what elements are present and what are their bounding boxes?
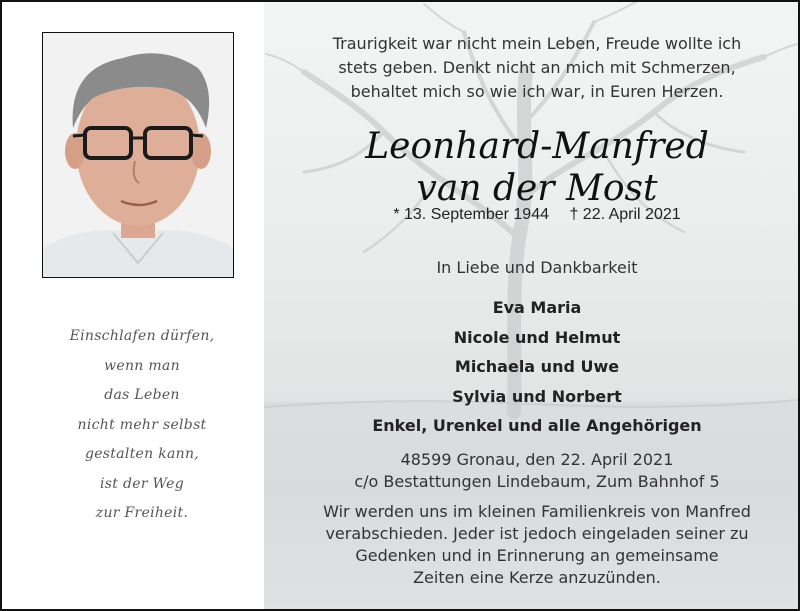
mourner-name: Michaela und Uwe [454, 357, 620, 376]
opening-quote [302, 32, 772, 104]
mourners-list [302, 293, 772, 441]
death-date: † 22. April 2021 [569, 206, 681, 223]
name-line-last: van der Most [416, 168, 658, 209]
quote-line: stets geben. Denkt nicht an mich mit Schmerzen, [338, 58, 736, 77]
closing-line: verabschieden. Jeder ist jedoch eingeladen seiner zu [325, 524, 749, 543]
closing-line: Wir werden uns im kleinen Familienkreis von Manfred [323, 502, 751, 521]
mourner-name: Eva Maria [492, 298, 582, 317]
birth-date: * 13. September 1944 [393, 206, 549, 223]
portrait-photo [42, 32, 234, 278]
mourner-name: Nicole und Helmut [453, 327, 621, 347]
mourner-name: Enkel, Urenkel und alle Angehörigen [372, 416, 702, 435]
dedication-line: In Liebe und Dankbarkeit [436, 258, 638, 277]
closing-text [302, 501, 772, 589]
place-and-address [302, 449, 772, 493]
poem-line: gestalten kann, [84, 446, 200, 462]
poem-line: Einschlafen dürfen, [69, 328, 215, 344]
mourner-name: Sylvia und Norbert [452, 386, 622, 406]
poem-line: wenn man [104, 357, 180, 374]
left-column [2, 2, 264, 609]
poem-line: nicht mehr selbst [77, 416, 207, 433]
poem-line: das Leben [104, 387, 180, 403]
name-line-first: Leonhard-Manfred [365, 126, 709, 167]
closing-line: Gedenken und in Erinnerung an gemeinsame [355, 546, 719, 565]
life-dates [302, 206, 772, 224]
poem-line: zur Freiheit. [95, 505, 189, 521]
closing-line: Zeiten eine Kerze anzuzünden. [413, 568, 661, 587]
quote-line: Traurigkeit war nicht mein Leben, Freude wollte ich [332, 34, 742, 53]
poem-line: ist der Weg [100, 475, 184, 492]
portrait-image [43, 33, 233, 277]
left-poem [42, 322, 242, 529]
quote-line: behaltet mich so wie ich war, in Euren Herzen. [350, 82, 724, 101]
address-line: c/o Bestattungen Lindebaum, Zum Bahnhof 5 [354, 472, 720, 491]
deceased-name [302, 126, 772, 210]
place-date-line: 48599 Gronau, den 22. April 2021 [400, 450, 674, 469]
